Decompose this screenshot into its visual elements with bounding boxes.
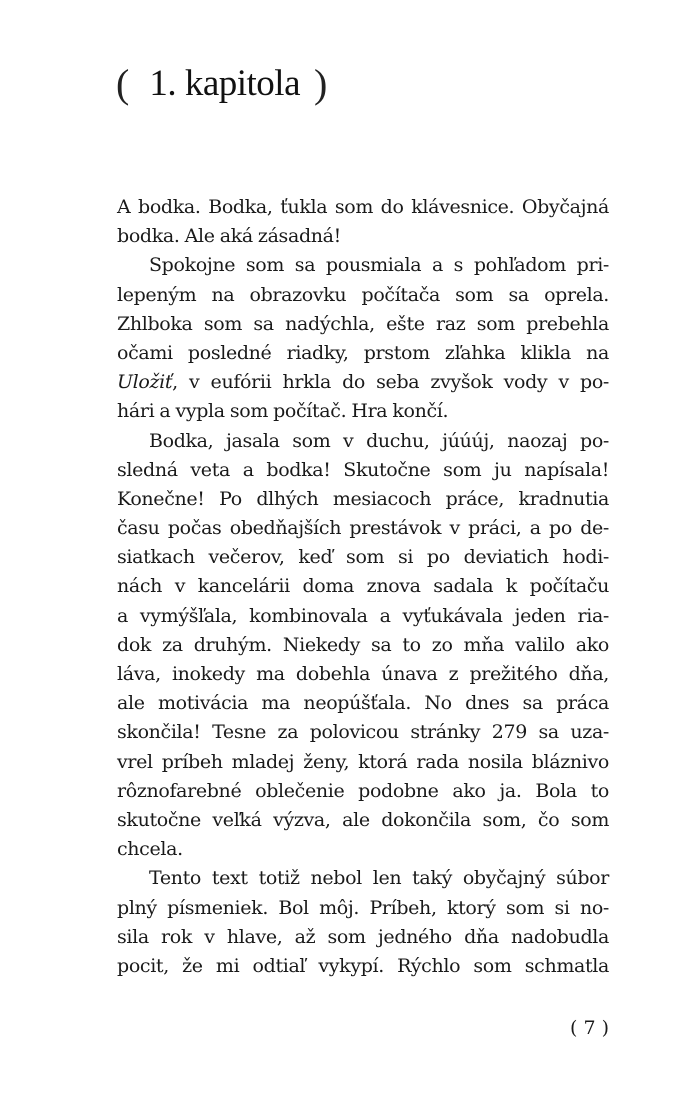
chapter-title: 1. kapitola	[149, 63, 301, 104]
text-line: sledná veta a bodka! Skutočne som ju napísala!	[117, 458, 609, 481]
text-line: chcela.	[117, 838, 183, 861]
text-line: láva, inokedy ma dobehla únava z prežitého dňa,	[117, 663, 609, 685]
text-line: a vymýšľala, kombinovala a vyťukávala jeden ria-	[117, 604, 609, 627]
text-line: očami posledné riadky, prstom zľahka klikla na	[117, 341, 609, 364]
chapter-heading	[116, 60, 327, 108]
text-line: Konečne! Po dlhých mesiacoch práce, kradnutia	[117, 487, 609, 510]
text-line: rôznofarebné oblečenie podobne ako ja. Bola to	[117, 779, 609, 802]
text-line: vrel príbeh mladej ženy, ktorá rada nosila bláznivo	[117, 750, 609, 773]
text-line: pocit, že mi odtiaľ vykypí. Rýchlo som schmatla	[117, 954, 609, 977]
chapter-close-paren: )	[314, 61, 328, 106]
text-line: siatkach večerov, keď som si po deviatich hodi-	[117, 546, 609, 569]
text-line: hári a vypla som počítač. Hra končí.	[117, 400, 449, 423]
text-line: Tento text totiž nebol len taký obyčajný súbor	[149, 867, 609, 890]
text-line: ale motivácia ma neopúšťala. No dnes sa práca	[117, 692, 609, 715]
text-line: dok za druhým. Niekedy sa to zo mňa valilo ako	[117, 633, 609, 656]
text-line: bodka. Ale aká zásadná!	[117, 225, 341, 248]
text-line: lepeným na obrazovku počítača som sa oprela.	[117, 283, 609, 306]
text-line: skončila! Tesne za polovicou stránky 279 sa uza-	[117, 721, 609, 744]
text-line: času počas obedňajších prestávok v práci, a po de-	[117, 517, 609, 540]
text-line: plný písmeniek. Bol môj. Príbeh, ktorý som si no-	[117, 896, 609, 919]
text-run: , v eufórii hrkla do seba zvyšok vody v po-	[172, 371, 609, 394]
text-line	[117, 368, 609, 397]
text-line: skutočne veľká výzva, ale dokončila som, čo som	[117, 808, 609, 831]
text-line: Bodka, jasala som v duchu, júúúj, naozaj po-	[149, 429, 609, 452]
italic-text: Uložiť	[117, 371, 173, 394]
text-line: nách v kancelárii doma znova sadala k počítaču	[117, 575, 609, 598]
chapter-open-paren: (	[116, 61, 130, 106]
text-line: sila rok v hlave, až som jedného dňa nadobudla	[117, 925, 609, 948]
text-line: Spokojne som sa pousmiala a s pohľadom pri-	[149, 254, 609, 277]
text-line: Zhlboka som sa nadýchla, ešte raz som prebehla	[117, 312, 609, 335]
text-line: A bodka. Bodka, ťukla som do klávesnice. Obyčajná	[117, 196, 609, 218]
page-number: ( 7 )	[570, 1017, 609, 1039]
body-text	[117, 193, 609, 981]
